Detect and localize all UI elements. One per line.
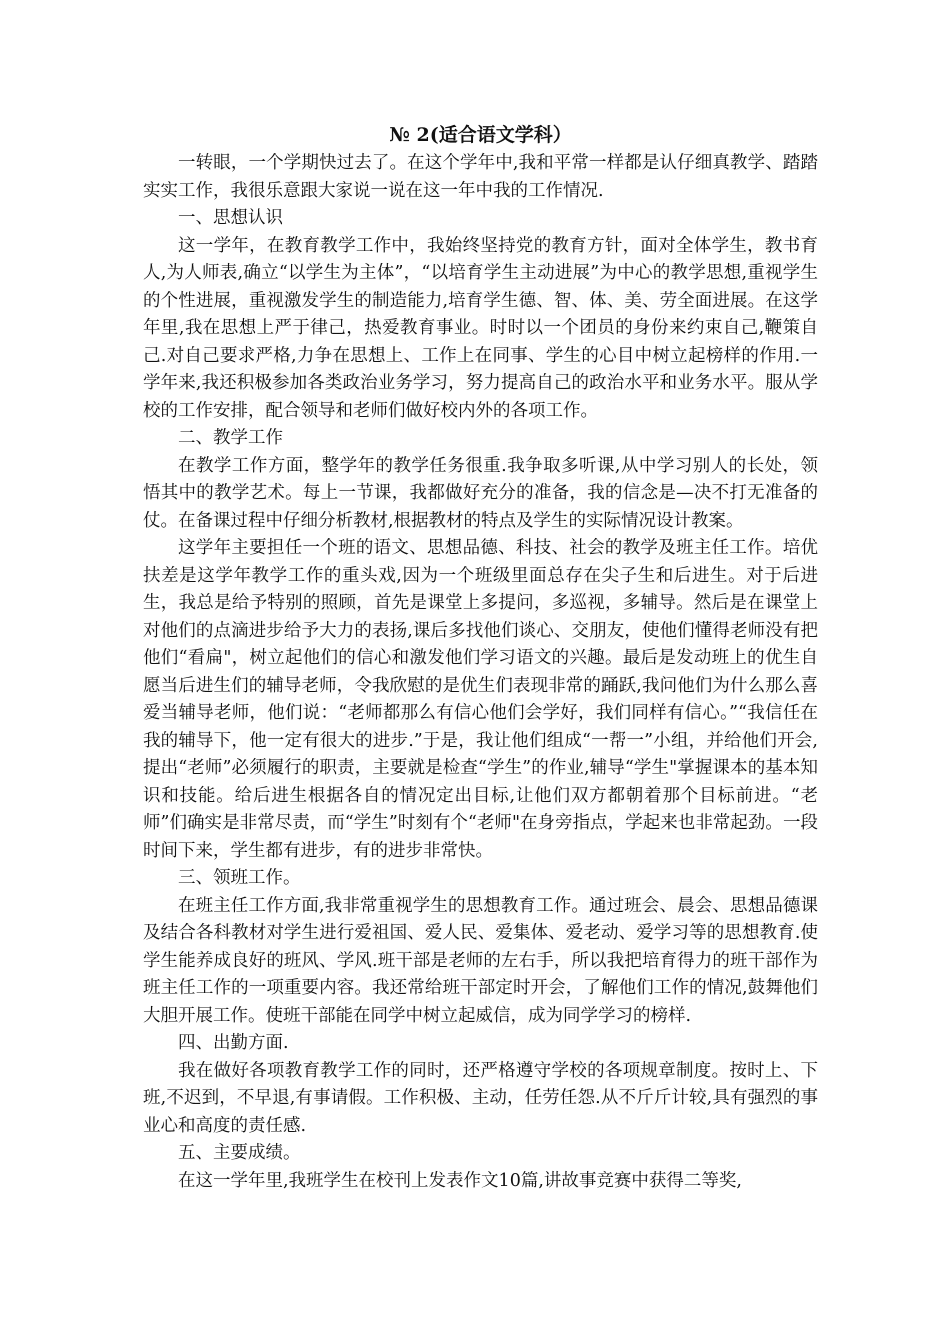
paragraph-thought: 这一学年，在教育教学工作中，我始终坚持党的教育方针，面对全体学生，教书育人,为人师表,确立“以学生为主体”，“以培育学生主动进展”为中心的教学思想,重视学生的个性进展，重视激发学生的制造能力,培育学生德、智、体、美、劳全面进展。在这学年里,我在思想上严于律己，热爱教育事业。时时以一个团员的身份来约束自己,鞭策自己.对自己要求严格,力争在思想上、工作上在同事、学生的心目中树立起榜样的作用.一学年来,我还积极参加各类政治业务学习，努力提高自己的政治水平和业务水平。服从学校的工作安排，配合领导和老师们做好校内外的各项工作。 <box>143 235 818 421</box>
section-heading-achievements: 五、主要成绩。 <box>178 1143 301 1163</box>
document-title: № 2(适合语文学科） <box>389 124 572 146</box>
paragraph-class-lead: 在班主任工作方面,我非常重视学生的思想教育工作。通过班会、晨会、思想品德课及结合各科教材对学生进行爱祖国、爱人民、爱集体、爱老动、爱学习等的思想教育.使学生能养成良好的班风、学风.班干部是老师的左右手，所以我把培育得力的班干部作为班主任工作的一项重要内容。我还常给班干部定时开会，了解他们工作的情况,鼓舞他们大胆开展工作。使班干部能在同学中树立起威信，成为同学学习的榜样. <box>143 895 818 1026</box>
paragraph-intro: 一转眼，一个学期快过去了。在这个学年中,我和平常一样都是认仔细真教学、踏踏实实工作，我很乐意跟大家说一说在这一年中我的工作情况. <box>143 153 818 201</box>
document-page <box>143 120 818 1195</box>
paragraph-achievements: 在这一学年里,我班学生在校刊上发表作文10篇,讲故事竞赛中获得二等奖, <box>178 1170 742 1191</box>
section-heading-teaching: 二、教学工作 <box>178 428 283 448</box>
section-heading-class-lead: 三、领班工作。 <box>178 868 301 888</box>
paragraph-teaching-1: 在教学工作方面，整学年的教学任务很重.我争取多听课,从中学习别人的长处，领悟其中的教学艺术。每上一节课，我都做好充分的准备，我的信念是—决不打无准备的仗。在备课过程中仔细分析教材,根据教材的特点及学生的实际情况设计教案。 <box>143 455 818 531</box>
paragraph-teaching-2: 这学年主要担任一个班的语文、思想品德、科技、社会的教学及班主任工作。培优扶差是这学年教学工作的重头戏,因为一个班级里面总存在尖子生和后进生。对于后进生，我总是给予特别的照顾，首先是课堂上多提问，多巡视，多辅导。然后是在课堂上对他们的点滴进步给予大力的表扬,课后多找他们谈心、交朋友，使他们懂得老师没有把他们“看扁"，树立起他们的信心和激发他们学习语文的兴趣。最后是发动班上的优生自愿当后进生们的辅导老师，令我欣慰的是优生们表现非常的踊跃,我问他们为什么那么喜爱当辅导老师，他们说：“老师都那么有信心他们会学好，我们同样有信心。”“我信任在我的辅导下，他一定有很大的进步.”于是，我让他们组成“一帮一”小组，并给他们开会,提出“老师”必须履行的职责，主要就是检查“学生”的作业,辅导“学生"掌握课本的基本知识和技能。给后进生根据各自的情况定出目标,让他们双方都朝着那个目标前进。“老师”们确实是非常尽责，而“学生”时刻有个“老师"在身旁指点，学起来也非常起劲。一段时间下来，学生都有进步，有的进步非常快。 <box>143 538 818 861</box>
section-heading-attendance: 四、出勤方面. <box>178 1033 289 1053</box>
paragraph-attendance: 我在做好各项教育教学工作的同时，还严格遵守学校的各项规章制度。按时上、下班,不迟到，不早退,有事请假。工作积极、主动，任劳任怨.从不斤斤计较,具有强烈的事业心和高度的责任感. <box>143 1060 818 1136</box>
section-heading-thought: 一、思想认识 <box>178 208 283 228</box>
